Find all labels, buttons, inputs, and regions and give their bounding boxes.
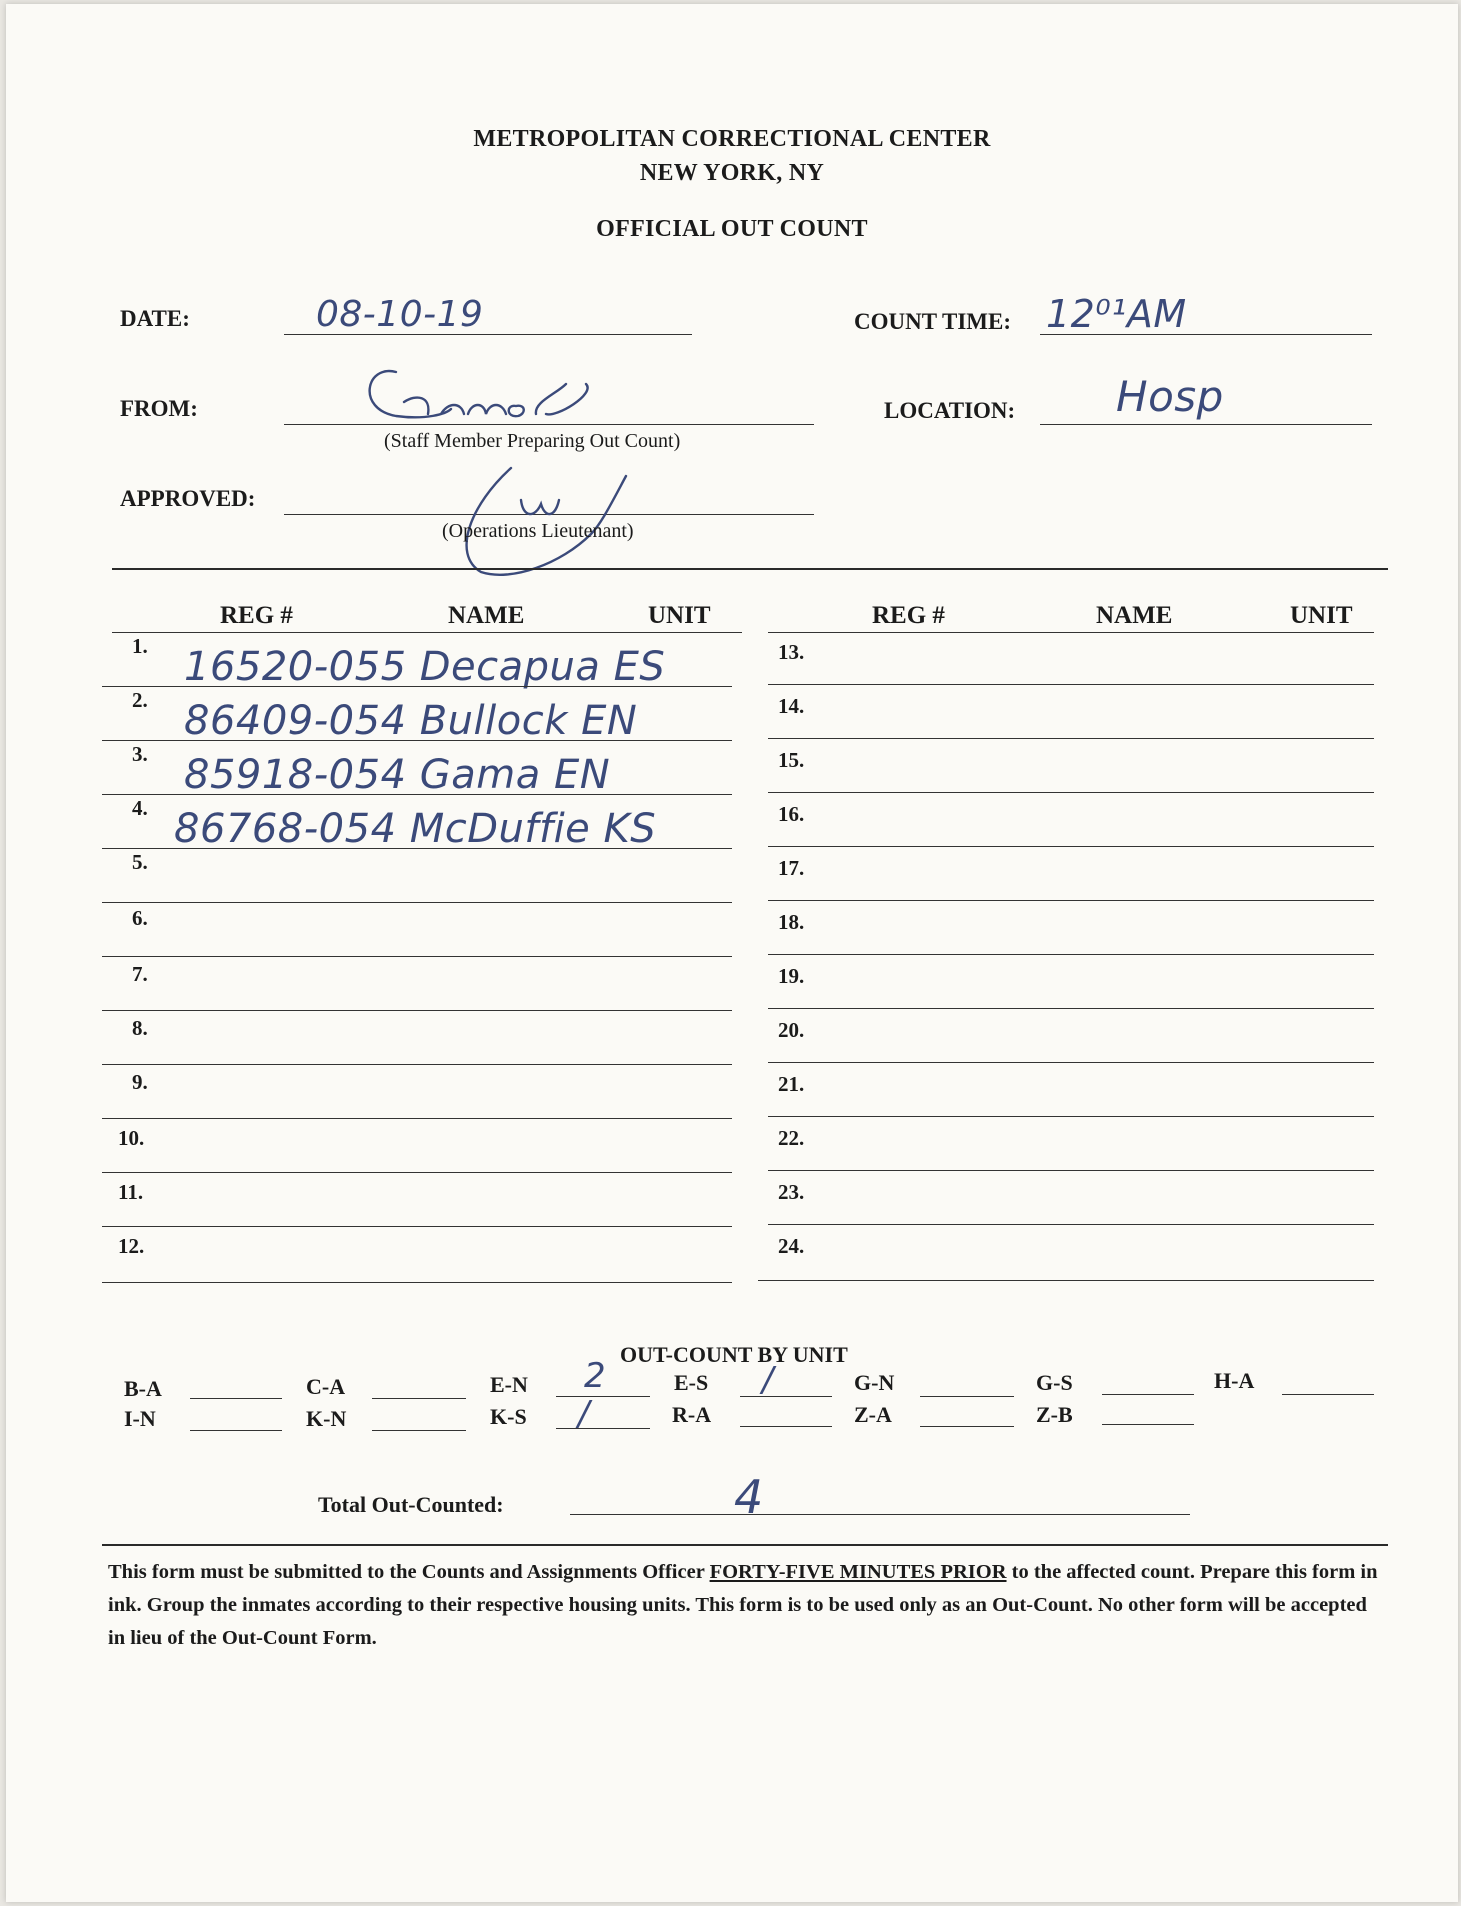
table-row: 18. (778, 910, 805, 934)
entry-1[interactable]: 16520-055 Decapua ES (184, 644, 666, 690)
right-name-header: NAME (1096, 602, 1173, 629)
unit-label: B-A (124, 1376, 162, 1401)
unit-label: K-S (490, 1404, 527, 1429)
institution-city: NEW YORK, NY (639, 160, 825, 186)
left-table (102, 4, 734, 1304)
table-row: 15. (778, 748, 805, 772)
unit-label: H-A (1214, 1368, 1255, 1393)
table-row: 22. (778, 1126, 805, 1150)
date-label: DATE: (120, 306, 190, 331)
institution-name: METROPOLITAN CORRECTIONAL CENTER (473, 126, 991, 152)
table-row: 14. (778, 694, 805, 718)
table-row: 21. (778, 1072, 805, 1096)
table-row: 12. (118, 1234, 145, 1258)
table-row: 19. (778, 964, 805, 988)
from-caption: (Staff Member Preparing Out Count) (384, 430, 681, 452)
outcount-title: OUT-COUNT BY UNIT (620, 1342, 848, 1367)
unit-label: G-N (854, 1370, 895, 1395)
table-row: 7. (132, 962, 148, 986)
left-name-header: NAME (448, 602, 525, 629)
right-table (758, 4, 1378, 1304)
table-row: 3. (132, 742, 148, 766)
total-line (570, 1514, 1190, 1515)
unit-label: E-S (674, 1370, 709, 1395)
footer-instructions: This form must be submitted to the Counts and Assignments Officer FORTY-FIVE MINUTES PRIOR to the affected count. Prepare this form in ink. Group the inmates according to their respective housing units. This form is to be used only as an Out-Count. No other form will be accepted in lieu of the Out-Count Form. (108, 1561, 1378, 1649)
entry-3[interactable]: 85918-054 Gama EN (184, 752, 611, 798)
left-reg-header: REG # (220, 602, 293, 629)
count-time-label: COUNT TIME: (854, 309, 1011, 334)
form-title: OFFICIAL OUT COUNT (596, 216, 868, 242)
unit-label: Z-B (1036, 1402, 1073, 1427)
right-unit-header: UNIT (1290, 602, 1353, 629)
unit-label: Z-A (854, 1402, 892, 1427)
location-value[interactable]: Hosp (1116, 372, 1224, 421)
table-row: 16. (778, 802, 805, 826)
unit-label: C-A (306, 1374, 346, 1399)
table-row: 2. (132, 688, 148, 712)
unit-value-ks[interactable]: / (578, 1394, 590, 1434)
approved-label: APPROVED: (120, 486, 256, 511)
out-count-form (6, 4, 1458, 1902)
approved-caption: (Operations Lieutenant) (442, 520, 634, 542)
table-row: 5. (132, 850, 148, 874)
total-value[interactable]: 4 (734, 1470, 764, 1524)
table-row: 8. (132, 1016, 148, 1040)
table-row: 11. (118, 1180, 144, 1204)
location-label: LOCATION: (884, 398, 1016, 423)
right-reg-header: REG # (872, 602, 945, 629)
unit-label: E-N (490, 1372, 528, 1397)
unit-label: I-N (124, 1406, 156, 1431)
unit-label: K-N (306, 1406, 347, 1431)
table-row: 23. (778, 1180, 805, 1204)
left-unit-header: UNIT (648, 602, 711, 629)
footer-divider (102, 1544, 1388, 1546)
table-row: 24. (778, 1234, 805, 1258)
entry-2[interactable]: 86409-054 Bullock EN (184, 698, 638, 744)
table-row: 20. (778, 1018, 805, 1042)
table-row: 13. (778, 640, 805, 664)
from-label: FROM: (120, 396, 198, 421)
footer-emphasis: FORTY-FIVE MINUTES PRIOR (709, 1561, 1007, 1583)
unit-value-en[interactable]: 2 (584, 1356, 606, 1396)
count-time-value[interactable]: 12⁰¹AM (1046, 292, 1187, 336)
table-row: 10. (118, 1126, 145, 1150)
table-row: 9. (132, 1070, 148, 1094)
table-row: 4. (132, 796, 148, 820)
total-label: Total Out-Counted: (318, 1492, 504, 1517)
date-value[interactable]: 08-10-19 (316, 294, 484, 335)
table-row: 17. (778, 856, 805, 880)
table-row: 6. (132, 906, 148, 930)
unit-label: R-A (672, 1402, 712, 1427)
table-row: 1. (132, 634, 148, 658)
unit-value-es[interactable]: / (762, 1360, 774, 1400)
unit-label: G-S (1036, 1370, 1073, 1395)
entry-4[interactable]: 86768-054 McDuffie KS (174, 806, 657, 852)
